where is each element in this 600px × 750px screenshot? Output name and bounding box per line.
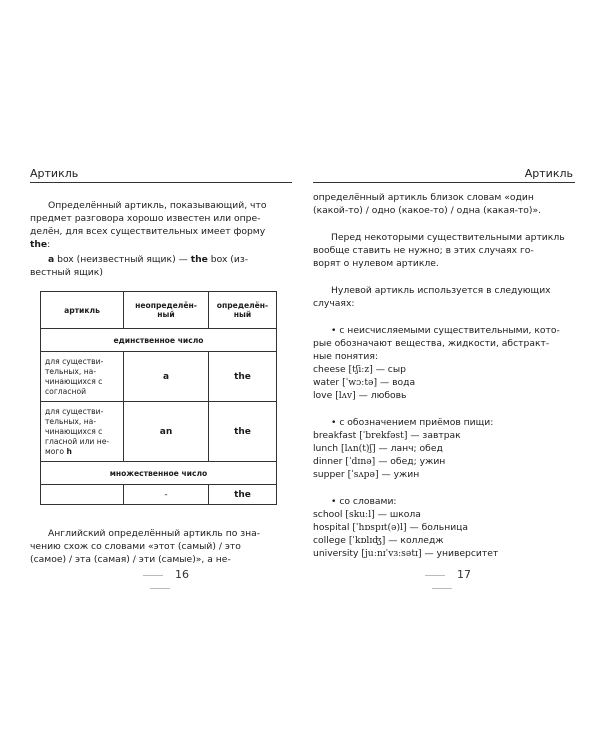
article-table xyxy=(40,291,277,505)
the-word: the xyxy=(30,239,48,250)
vocab-meaning: — сыр xyxy=(375,364,406,375)
vocab-transcription: [ˈsʌpə] xyxy=(347,469,379,480)
table-header: определён-ный xyxy=(209,292,277,329)
paragraph-line: случаях: xyxy=(313,298,355,309)
paragraph-line: определённый артикль близок словам «один xyxy=(313,192,534,203)
desc-bold: h xyxy=(66,446,72,456)
bullet-line: ные понятия: xyxy=(313,351,378,362)
section-row-plural: множественное число xyxy=(41,462,277,485)
vocab-transcription: [lʌn(t)ʃ] xyxy=(341,443,376,454)
vocab-entry xyxy=(313,376,575,389)
vocab-meaning: — ужин xyxy=(381,469,420,480)
vocab-entry xyxy=(313,508,575,521)
paragraph-line: Английский определённый артикль по зна- xyxy=(48,528,261,539)
page-number-right xyxy=(392,568,492,594)
vocab-word: supper xyxy=(313,469,345,480)
vocab-entry xyxy=(313,429,575,442)
paragraph-line: вообще ставить не нужно; в этих случаях го- xyxy=(313,245,534,256)
vocab-entry xyxy=(313,442,575,455)
vocab-transcription: [ˈdɪnə] xyxy=(345,456,376,467)
paragraph-line xyxy=(30,238,292,251)
example-mid: box (неизвестный ящик) — xyxy=(54,254,191,265)
colon: : xyxy=(47,239,51,250)
vocab-word: college xyxy=(313,535,346,546)
paragraph-line: Перед некоторыми существительными артикль xyxy=(331,232,565,243)
paragraph-line: делён, для всех существительных имеет форму xyxy=(30,226,266,237)
vocab-word: hospital xyxy=(313,522,350,533)
vocab-word: water xyxy=(313,377,340,388)
page-number-text: 17 xyxy=(457,568,471,581)
table-cell-indef: - xyxy=(124,485,209,505)
table-cell-indef: an xyxy=(124,402,209,462)
running-header-right xyxy=(313,160,575,183)
header-title: Артикль xyxy=(524,167,573,180)
table-header: артикль xyxy=(41,292,124,329)
bullet-line: • с неисчисляемыми существительными, кото- xyxy=(331,325,560,336)
vocab-transcription: [skuːl] xyxy=(345,509,375,520)
vocab-transcription: [lʌv] xyxy=(335,390,356,401)
vocab-word: love xyxy=(313,390,333,401)
article-the: the xyxy=(190,254,208,265)
table-header: неопределён-ный xyxy=(124,292,209,329)
vocab-meaning: — школа xyxy=(377,509,421,520)
paragraph-line: (какой-то) / одно (какое-то) / одна (какая-то)». xyxy=(313,205,542,216)
vocab-meaning: — завтрак xyxy=(410,430,461,441)
left-page xyxy=(30,160,292,590)
vocab-word: dinner xyxy=(313,456,343,467)
table-cell-def: the xyxy=(209,352,277,402)
vocab-meaning: — вода xyxy=(379,377,416,388)
example-line: вестный ящик) xyxy=(30,267,103,278)
table-row xyxy=(41,485,277,505)
table-cell-desc xyxy=(41,485,124,505)
vocab-word: university xyxy=(313,548,359,559)
vocab-word: breakfast xyxy=(313,430,357,441)
bullet-line: • со словами: xyxy=(331,496,397,507)
vocab-transcription: [ˈwɔːtə] xyxy=(342,377,378,388)
example-end: box (из- xyxy=(207,254,249,265)
paragraph-line: Определённый артикль, показывающий, что xyxy=(48,200,267,211)
vocab-transcription: [ˈhɒspɪt(ə)l] xyxy=(352,522,407,533)
paragraph-line: Нулевой артикль используется в следующих xyxy=(331,285,551,296)
table-cell-indef: a xyxy=(124,352,209,402)
vocab-meaning: — больница xyxy=(409,522,469,533)
paragraph-line: ворят о нулевом артикле. xyxy=(313,258,439,269)
table-cell-def: the xyxy=(209,402,277,462)
table-cell-desc xyxy=(41,402,124,462)
vocab-word: cheese xyxy=(313,364,346,375)
bullet-line: • с обозначением приёмов пищи: xyxy=(331,417,494,428)
table-cell-def: the xyxy=(209,485,277,505)
paragraph-line: чению схож со словами «этот (самый) / это xyxy=(30,541,241,552)
vocab-meaning: — обед; ужин xyxy=(378,456,446,467)
vocab-transcription: [tʃiːz] xyxy=(348,364,373,375)
page-number-text: 16 xyxy=(175,568,189,581)
page-number-left xyxy=(110,568,210,594)
paragraph-line: (самое) / эта (самая) / эти (самые)», а не- xyxy=(30,554,231,565)
vocab-word: lunch xyxy=(313,443,339,454)
vocab-entry xyxy=(313,455,575,468)
vocab-transcription: [juːnɪˈvɜːsətɪ] xyxy=(361,548,422,559)
table-row xyxy=(41,402,277,462)
vocab-meaning: — университет xyxy=(424,548,499,559)
paragraph-line: предмет разговора хорошо известен или опре- xyxy=(30,213,261,224)
vocab-entry xyxy=(313,363,575,376)
vocab-meaning: — колледж xyxy=(388,535,444,546)
header-title: Артикль xyxy=(30,167,79,180)
section-row-singular: единственное число xyxy=(41,329,277,352)
vocab-transcription: [ˈkɒlɪʤ] xyxy=(348,535,386,546)
vocab-word: school xyxy=(313,509,343,520)
vocab-transcription: [ˈbrekfəst] xyxy=(359,430,408,441)
desc-text: для существи-тельных, на-чинающихся с гласной или не-мого xyxy=(45,406,110,456)
vocab-entry xyxy=(313,547,575,560)
vocab-meaning: — ланч; обед xyxy=(378,443,443,454)
running-header-left xyxy=(30,160,292,183)
vocab-entry xyxy=(313,521,575,534)
bullet-line: рые обозначают вещества, жидкости, абстракт- xyxy=(313,338,550,349)
table-row xyxy=(41,352,277,402)
example-line xyxy=(30,253,292,266)
vocab-meaning: — любовь xyxy=(358,390,407,401)
vocab-entry xyxy=(313,534,575,547)
article-a: a xyxy=(48,254,55,265)
right-page xyxy=(313,160,575,590)
table-cell-desc: для существи-тельных, на-чинающихся с согласной xyxy=(41,352,124,402)
vocab-entry xyxy=(313,468,575,481)
vocab-entry xyxy=(313,389,575,402)
